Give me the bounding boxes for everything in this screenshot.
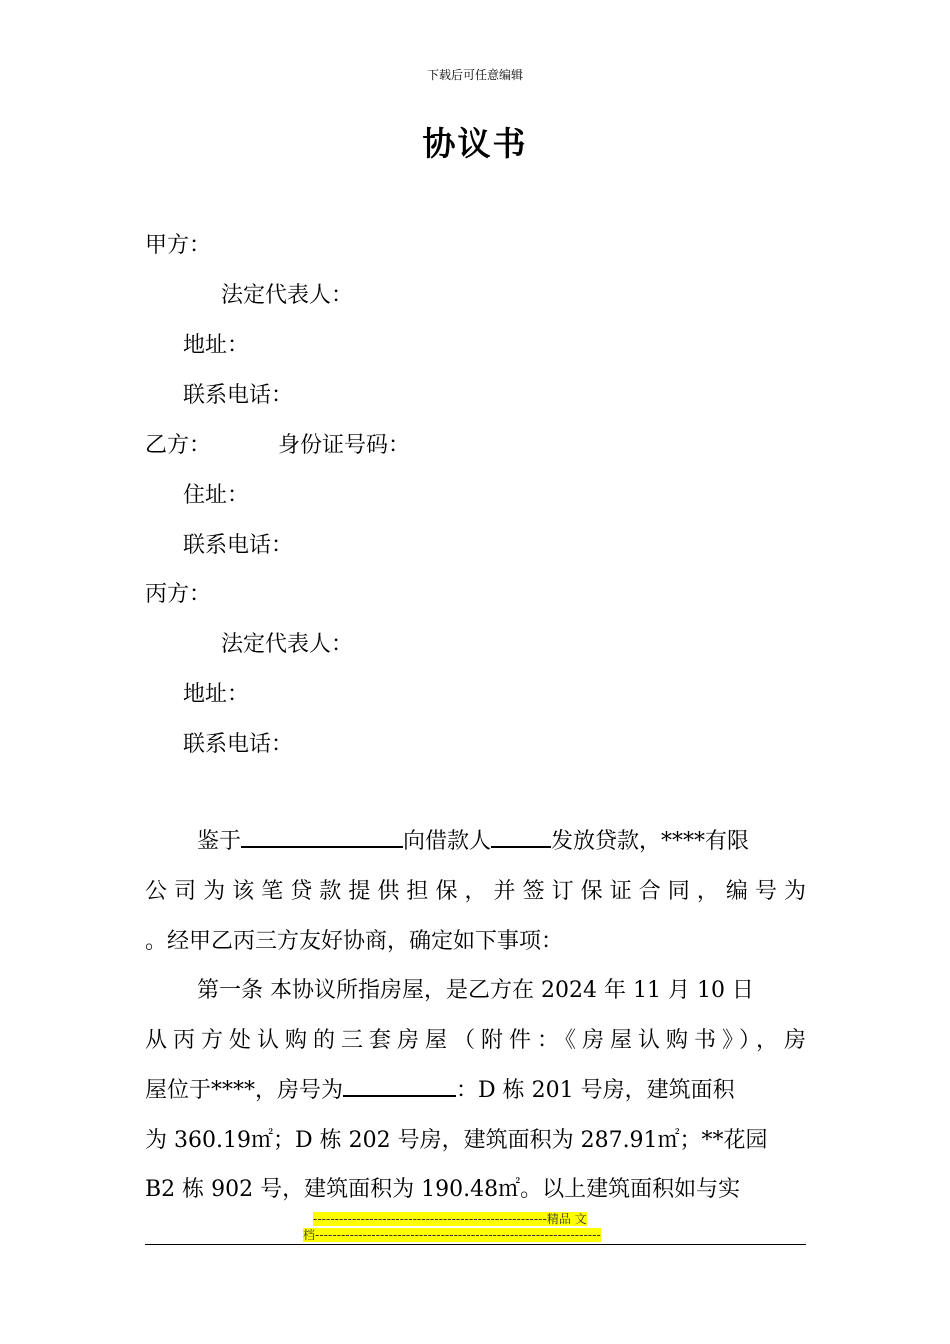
- party-c-rep: 法定代表人：: [221, 632, 354, 657]
- body-para2-line3: [145, 1073, 806, 1104]
- page-header-note: 下载后可任意编辑: [426, 68, 523, 82]
- body-para1-line2: 公司为该笔贷款提供担保，并签订保证合同，编号为: [145, 879, 806, 904]
- body-para2-line1: 第一条 本协议所指房屋，是乙方在 2024 年 11 月 10 日: [197, 978, 754, 1003]
- text-segment: ：D 栋 201 号房，建筑面积: [456, 1078, 735, 1103]
- footer-line-2: 档------------------------------------------------------------------: [303, 1228, 601, 1242]
- footer-line-1: ------------------------------------------------------精品 文: [313, 1212, 587, 1226]
- party-b-phone: 联系电话：: [183, 533, 294, 558]
- body-para1-line3: 。经甲乙丙三方友好协商，确定如下事项：: [145, 929, 564, 954]
- body-para2-line4: 为 360.19㎡；D 栋 202 号房，建筑面积为 287.91㎡；**花园: [145, 1128, 768, 1153]
- party-b-residence: 住址：: [183, 483, 250, 508]
- text-segment: 屋位于****，房号为: [145, 1078, 344, 1103]
- party-a-address: 地址：: [183, 333, 250, 358]
- body-para1-line1: [197, 824, 806, 855]
- body-para2-line2: 从丙方处认购的三套房屋（附件：《房屋认购书》），房: [145, 1028, 806, 1053]
- document-title: 协议书: [422, 124, 528, 163]
- body-para2-line5: B2 栋 902 号，建筑面积为 190.48㎡。以上建筑面积如与实: [145, 1177, 741, 1202]
- blank-lender: [241, 824, 403, 848]
- blank-room-number: [343, 1073, 456, 1097]
- text-segment: 鉴于: [197, 829, 242, 854]
- party-c-address: 地址：: [183, 682, 250, 707]
- footer-rule: [145, 1244, 806, 1245]
- footer-watermark: [303, 1211, 648, 1243]
- party-a-label: 甲方：: [145, 233, 212, 258]
- party-a-rep: 法定代表人：: [221, 283, 354, 308]
- party-b-id-number: 身份证号码：: [278, 433, 411, 458]
- party-c-phone: 联系电话：: [183, 732, 294, 757]
- party-a-phone: 联系电话：: [183, 383, 294, 408]
- party-b-label: 乙方：: [145, 433, 212, 458]
- blank-borrower: [491, 824, 551, 848]
- text-segment: 向借款人: [403, 829, 492, 854]
- party-c-label: 丙方：: [145, 582, 212, 607]
- text-segment: 发放贷款，****有限: [551, 829, 750, 854]
